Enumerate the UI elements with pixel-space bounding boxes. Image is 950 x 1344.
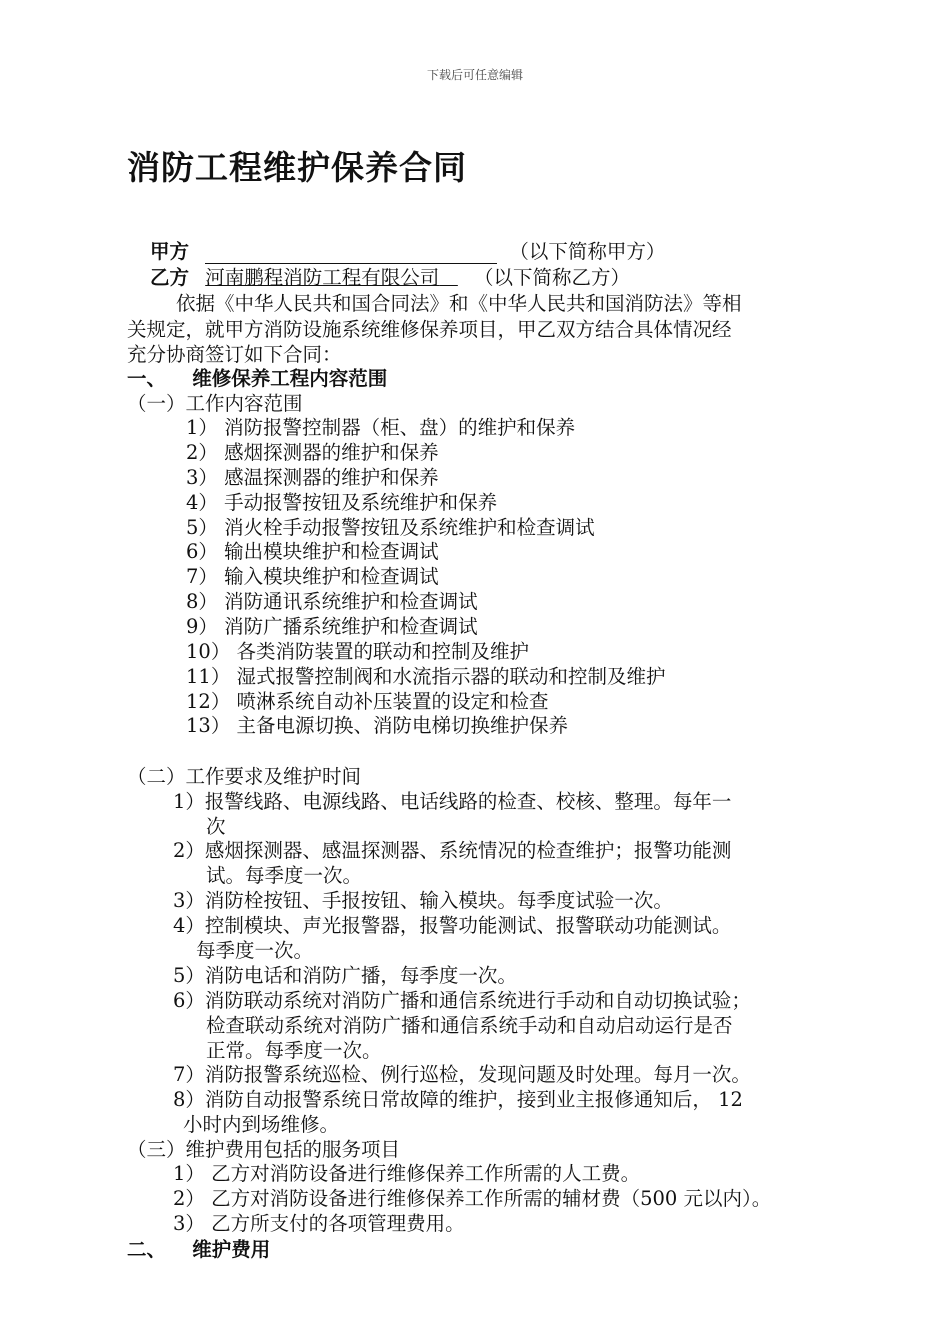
list-item: 3） 感温探测器的维护和保养 bbox=[186, 466, 439, 489]
requirement-line: 试。每季度一次。 bbox=[206, 864, 363, 887]
requirement-line: 4）控制模块、声光报警器，报警功能测试、报警联动功能测试。 bbox=[173, 914, 732, 937]
intro-line: 依据《中华人民共和国合同法》和《中华人民共和国消防法》等相 bbox=[176, 292, 742, 315]
list-item: 13） 主备电源切换、消防电梯切换维护保养 bbox=[186, 714, 569, 737]
party-b-name: 河南鹏程消防工程有限公司 bbox=[205, 266, 440, 289]
list-item: 11） 湿式报警控制阀和水流指示器的联动和控制及维护 bbox=[186, 665, 666, 688]
party-a-suffix: （以下简称甲方） bbox=[509, 240, 666, 263]
list-item: 2） 感烟探测器的维护和保养 bbox=[186, 441, 439, 464]
list-item: 9） 消防广播系统维护和检查调试 bbox=[186, 615, 478, 638]
intro-line: 充分协商签订如下合同： bbox=[127, 343, 342, 366]
intro-line: 关规定，就甲方消防设施系统维修保养项目，甲乙双方结合具体情况经 bbox=[127, 318, 732, 341]
section-1-heading bbox=[127, 367, 387, 391]
requirement-line: 2）感烟探测器、感温探测器、系统情况的检查维护；报警功能测 bbox=[173, 839, 732, 862]
list-item: 1） 乙方对消防设备进行维修保养工作所需的人工费。 bbox=[173, 1162, 641, 1185]
requirement-line: 7）消防报警系统巡检、例行巡检，发现问题及时处理。每月一次。 bbox=[173, 1063, 751, 1086]
requirement-line: 小时内到场维修。 bbox=[183, 1113, 340, 1136]
subsection-3-title: （三）维护费用包括的服务项目 bbox=[127, 1138, 401, 1161]
list-item: 7） 输入模块维护和检查调试 bbox=[186, 565, 439, 588]
section-2-number: 二、 bbox=[127, 1238, 167, 1261]
list-item: 8） 消防通讯系统维护和检查调试 bbox=[186, 590, 478, 613]
requirement-line: 1）报警线路、电源线路、电话线路的检查、校核、整理。每年一 bbox=[173, 790, 732, 813]
requirement-line: 检查联动系统对消防广播和通信系统手动和自动启动运行是否 bbox=[206, 1014, 733, 1037]
section-1-number: 一、 bbox=[127, 367, 167, 390]
requirement-line: 每季度一次。 bbox=[196, 939, 314, 962]
subsection-2-title: （二）工作要求及维护时间 bbox=[127, 765, 362, 788]
requirement-line: 次 bbox=[206, 815, 226, 838]
party-a-name-blank[interactable] bbox=[205, 243, 497, 264]
list-item: 5） 消火栓手动报警按钮及系统维护和检查调试 bbox=[186, 516, 595, 539]
list-item: 12） 喷淋系统自动补压装置的设定和检查 bbox=[186, 690, 549, 713]
section-1-title: 维修保养工程内容范围 bbox=[192, 367, 388, 390]
contract-title: 消防工程维护保养合同 bbox=[127, 148, 467, 187]
subsection-1-title: （一）工作内容范围 bbox=[127, 392, 303, 415]
list-item: 2） 乙方对消防设备进行维修保养工作所需的辅材费（500 元以内）。 bbox=[173, 1187, 772, 1210]
party-b-suffix: （以下简称乙方） bbox=[474, 266, 631, 289]
requirement-line: 6）消防联动系统对消防广播和通信系统进行手动和自动切换试验； bbox=[173, 989, 751, 1012]
requirement-line: 5）消防电话和消防广播，每季度一次。 bbox=[173, 964, 517, 987]
requirement-line: 8）消防自动报警系统日常故障的维护，接到业主报修通知后， 12 bbox=[173, 1088, 743, 1111]
list-item: 1） 消防报警控制器（柜、盘）的维护和保养 bbox=[186, 416, 576, 439]
party-a-line bbox=[150, 240, 665, 264]
list-item: 6） 输出模块维护和检查调试 bbox=[186, 540, 439, 563]
party-b-line bbox=[150, 266, 630, 290]
section-2-heading bbox=[127, 1238, 270, 1262]
section-2-title: 维护费用 bbox=[192, 1238, 271, 1261]
header-note: 下载后可任意编辑 bbox=[426, 68, 523, 82]
requirement-line: 正常。每季度一次。 bbox=[206, 1039, 382, 1062]
party-a-label: 甲方 bbox=[150, 240, 190, 263]
requirement-line: 3）消防栓按钮、手报按钮、输入模块。每季度试验一次。 bbox=[173, 889, 673, 912]
party-b-label: 乙方 bbox=[150, 266, 190, 289]
list-item: 3） 乙方所支付的各项管理费用。 bbox=[173, 1212, 465, 1235]
list-item: 4） 手动报警按钮及系统维护和保养 bbox=[186, 491, 498, 514]
list-item: 10） 各类消防装置的联动和控制及维护 bbox=[186, 640, 530, 663]
